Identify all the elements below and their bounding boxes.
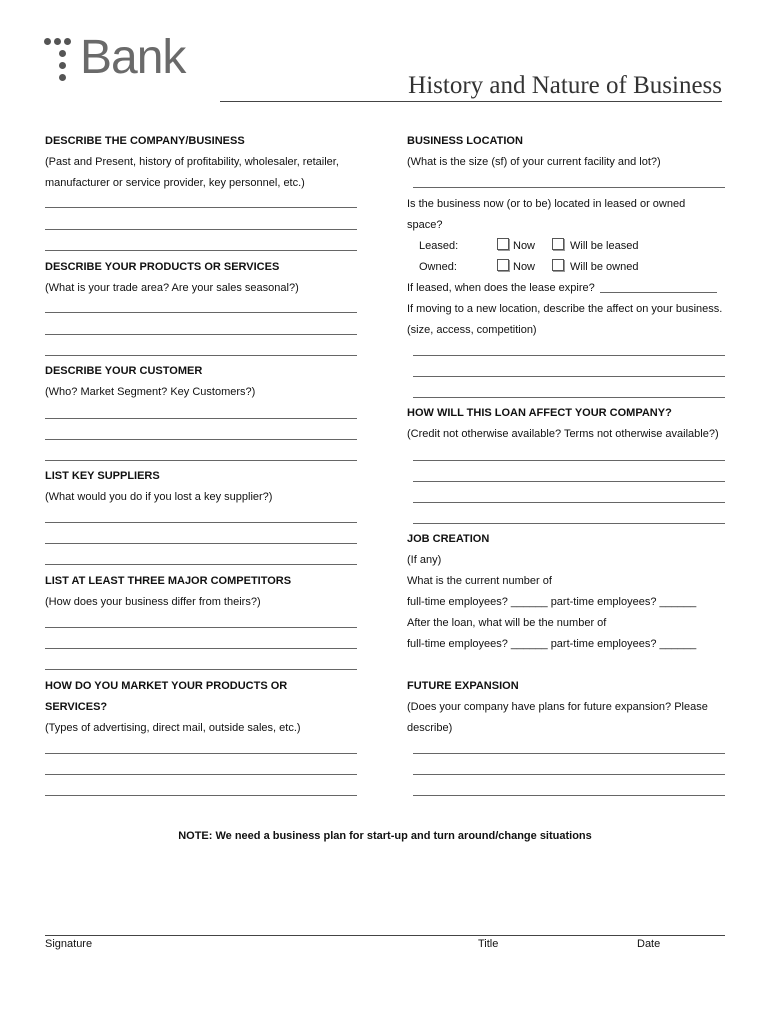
logo-dot [59, 50, 66, 57]
suppliers-heading: LIST KEY SUPPLIERS [45, 470, 160, 482]
jobs-current-label: What is the current number of [407, 575, 552, 587]
logo-dot [64, 38, 71, 45]
company-hint: manufacturer or service provider, key personnel, etc.) [45, 177, 305, 189]
company-heading: DESCRIBE THE COMPANY/BUSINESS [45, 135, 245, 147]
jobs-current-fields[interactable]: full-time employees? ______ part-time employees? ______ [407, 596, 697, 608]
competitors-answer-line[interactable] [45, 627, 357, 628]
moving-question: If moving to a new location, describe the affect on your business. [407, 303, 723, 315]
products-answer-line[interactable] [45, 334, 357, 335]
logo-dot [44, 38, 51, 45]
expansion-hint: describe) [407, 722, 453, 734]
marketing-heading: SERVICES? [45, 701, 108, 713]
moving-hint: (size, access, competition) [407, 324, 537, 336]
customer-heading: DESCRIBE YOUR CUSTOMER [45, 365, 203, 377]
moving-answer-line[interactable] [413, 376, 725, 377]
expansion-heading: FUTURE EXPANSION [407, 680, 519, 692]
business-plan-note: NOTE: We need a business plan for start-up and turn around/change situations [178, 830, 592, 842]
will-be-owned-checkbox[interactable] [552, 259, 564, 271]
moving-answer-line[interactable] [413, 397, 725, 398]
products-hint: (What is your trade area? Are your sales seasonal?) [45, 282, 299, 294]
jobs-hint: (If any) [407, 554, 442, 566]
customer-answer-line[interactable] [45, 418, 357, 419]
marketing-hint: (Types of advertising, direct mail, outside sales, etc.) [45, 722, 301, 734]
date-label: Date [637, 938, 661, 950]
expansion-answer-line[interactable] [413, 774, 725, 775]
expansion-answer-line[interactable] [413, 753, 725, 754]
will-be-leased-checkbox[interactable] [552, 238, 564, 250]
signature-label: Signature [45, 938, 93, 950]
marketing-answer-line[interactable] [45, 795, 357, 796]
will-be-owned-label: Will be owned [570, 261, 639, 273]
loan-hint: (Credit not otherwise available? Terms not otherwise available?) [407, 428, 719, 440]
competitors-answer-line[interactable] [45, 648, 357, 649]
jobs-heading: JOB CREATION [407, 533, 490, 545]
products-answer-line[interactable] [45, 312, 357, 313]
will-be-leased-label: Will be leased [570, 240, 639, 252]
lease-expire-question: If leased, when does the lease expire? [407, 282, 595, 294]
page-title: History and Nature of Business [408, 72, 722, 99]
leased-question: Is the business now (or to be) located in leased or owned [407, 198, 686, 210]
location-heading: BUSINESS LOCATION [407, 135, 523, 147]
leased-question: space? [407, 219, 443, 231]
products-answer-line[interactable] [45, 355, 357, 356]
bank-logo [44, 31, 224, 86]
owned-now-checkbox[interactable] [497, 259, 509, 271]
suppliers-answer-line[interactable] [45, 522, 357, 523]
logo-text: Bank [80, 31, 186, 84]
customer-hint: (Who? Market Segment? Key Customers?) [45, 386, 256, 398]
company-answer-line[interactable] [45, 250, 357, 251]
loan-answer-line[interactable] [413, 481, 725, 482]
expansion-answer-line[interactable] [413, 795, 725, 796]
loan-answer-line[interactable] [413, 502, 725, 503]
suppliers-answer-line[interactable] [45, 564, 357, 565]
lease-expire-field[interactable] [600, 292, 717, 293]
competitors-hint: (How does your business differ from theirs?) [45, 596, 261, 608]
leased-label: Leased: [419, 240, 459, 252]
competitors-answer-line[interactable] [45, 669, 357, 670]
marketing-answer-line[interactable] [45, 774, 357, 775]
title-label: Title [478, 938, 499, 950]
loan-answer-line[interactable] [413, 460, 725, 461]
now-label: Now [513, 261, 536, 273]
company-hint: (Past and Present, history of profitability, wholesaler, retailer, [45, 156, 339, 168]
company-answer-line[interactable] [45, 229, 357, 230]
expansion-hint: (Does your company have plans for future expansion? Please [407, 701, 708, 713]
customer-answer-line[interactable] [45, 439, 357, 440]
leased-now-checkbox[interactable] [497, 238, 509, 250]
now-label: Now [513, 240, 536, 252]
marketing-answer-line[interactable] [45, 753, 357, 754]
signature-line[interactable] [45, 935, 725, 936]
company-answer-line[interactable] [45, 207, 357, 208]
jobs-after-label: After the loan, what will be the number of [407, 617, 607, 629]
marketing-heading: HOW DO YOU MARKET YOUR PRODUCTS OR [45, 680, 288, 692]
loan-answer-line[interactable] [413, 523, 725, 524]
customer-answer-line[interactable] [45, 460, 357, 461]
suppliers-hint: (What would you do if you lost a key supplier?) [45, 491, 273, 503]
location-size-line[interactable] [413, 187, 725, 188]
moving-answer-line[interactable] [413, 355, 725, 356]
products-heading: DESCRIBE YOUR PRODUCTS OR SERVICES [45, 261, 280, 273]
logo-dot [59, 62, 66, 69]
title-underline [220, 101, 722, 102]
competitors-heading: LIST AT LEAST THREE MAJOR COMPETITORS [45, 575, 292, 587]
logo-dot [59, 74, 66, 81]
jobs-after-fields[interactable]: full-time employees? ______ part-time employees? ______ [407, 638, 697, 650]
suppliers-answer-line[interactable] [45, 543, 357, 544]
loan-heading: HOW WILL THIS LOAN AFFECT YOUR COMPANY? [407, 407, 672, 419]
owned-label: Owned: [419, 261, 457, 273]
location-hint: (What is the size (sf) of your current facility and lot?) [407, 156, 661, 168]
logo-dot [54, 38, 61, 45]
